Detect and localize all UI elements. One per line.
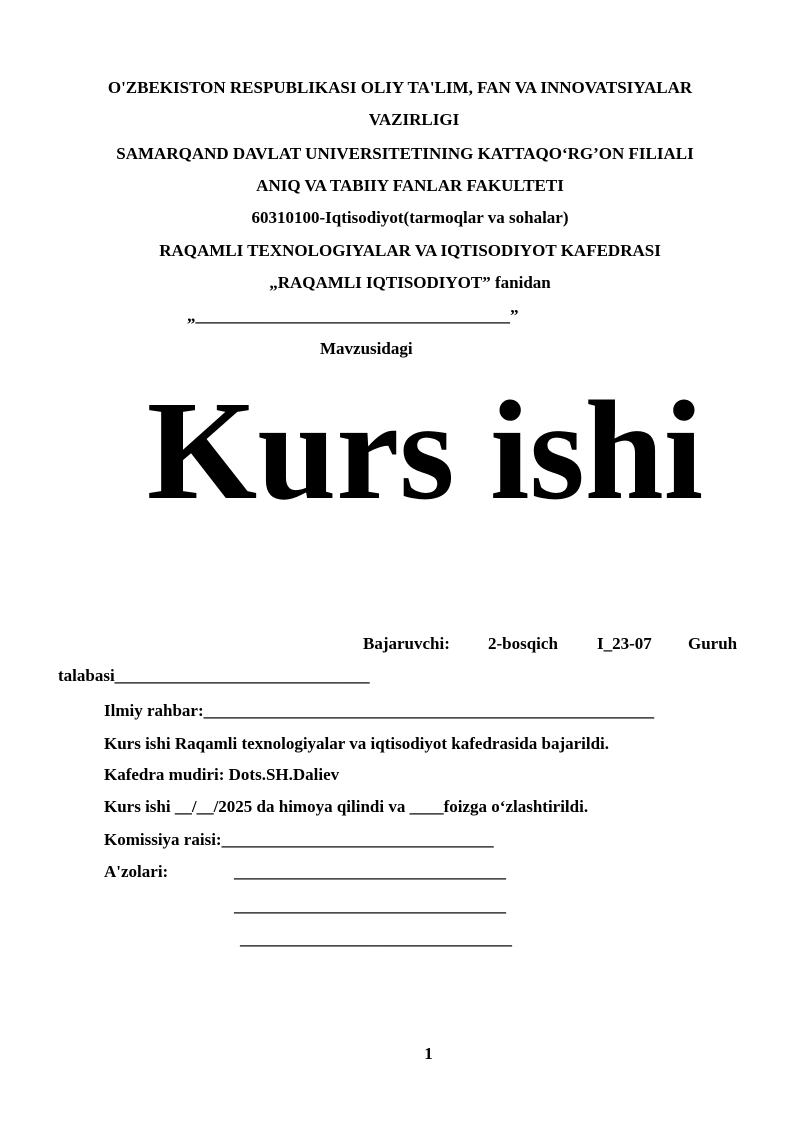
head-of-dept-line: Kafedra mudiri: Dots.SH.Daliev xyxy=(104,765,340,784)
topic-blank: „_____________________________________” xyxy=(187,306,519,325)
ministry-line-2: VAZIRLIGI xyxy=(368,110,460,129)
member-line-2: ________________________________ xyxy=(234,896,506,915)
university-line: SAMARQAND DAVLAT UNIVERSITETINING KATTAQO‘RG’ON FILIALI xyxy=(116,144,694,163)
commission-line: Komissiya raisi:________________________________ xyxy=(104,830,494,849)
department-line: RAQAMLI TEXNOLOGIYALAR VA IQTISODIYOT KAFEDRASI xyxy=(159,241,661,260)
completed-line: Kurs ishi Raqamli texnologiyalar va iqtisodiyot kafedrasida bajarildi. xyxy=(104,734,610,753)
group-label: Guruh xyxy=(688,634,738,653)
member-line-1: ________________________________ xyxy=(234,862,506,881)
specialty-line: 60310100-Iqtisodiyot(tarmoqlar va sohalar) xyxy=(251,208,569,227)
document-title: Kurs ishi xyxy=(146,371,704,529)
defended-line: Kurs ishi __/__/2025 da himoya qilindi va ____foizga o‘zlashtirildi. xyxy=(104,797,589,816)
supervisor-line: Ilmiy rahbar:_____________________________________________________ xyxy=(104,701,655,720)
stage-value: 2-bosqich xyxy=(488,634,558,653)
student-line: talabasi______________________________ xyxy=(58,666,370,685)
subject-line: „RAQAMLI IQTISODIYOT” fanidan xyxy=(269,273,551,292)
ministry-line-1: O'ZBEKISTON RESPUBLIKASI OLIY TA'LIM, FAN VA INNOVATSIYALAR xyxy=(107,78,693,97)
faculty-line: ANIQ VA TABIIY FANLAR FAKULTETI xyxy=(256,176,564,195)
page-number: 1 xyxy=(424,1044,433,1063)
member-line-3: ________________________________ xyxy=(240,929,512,948)
group-code: I_23-07 xyxy=(597,634,652,653)
executor-label: Bajaruvchi: xyxy=(363,634,450,653)
members-label: A'zolari: xyxy=(104,862,169,881)
topic-label: Mavzusidagi xyxy=(320,339,413,358)
